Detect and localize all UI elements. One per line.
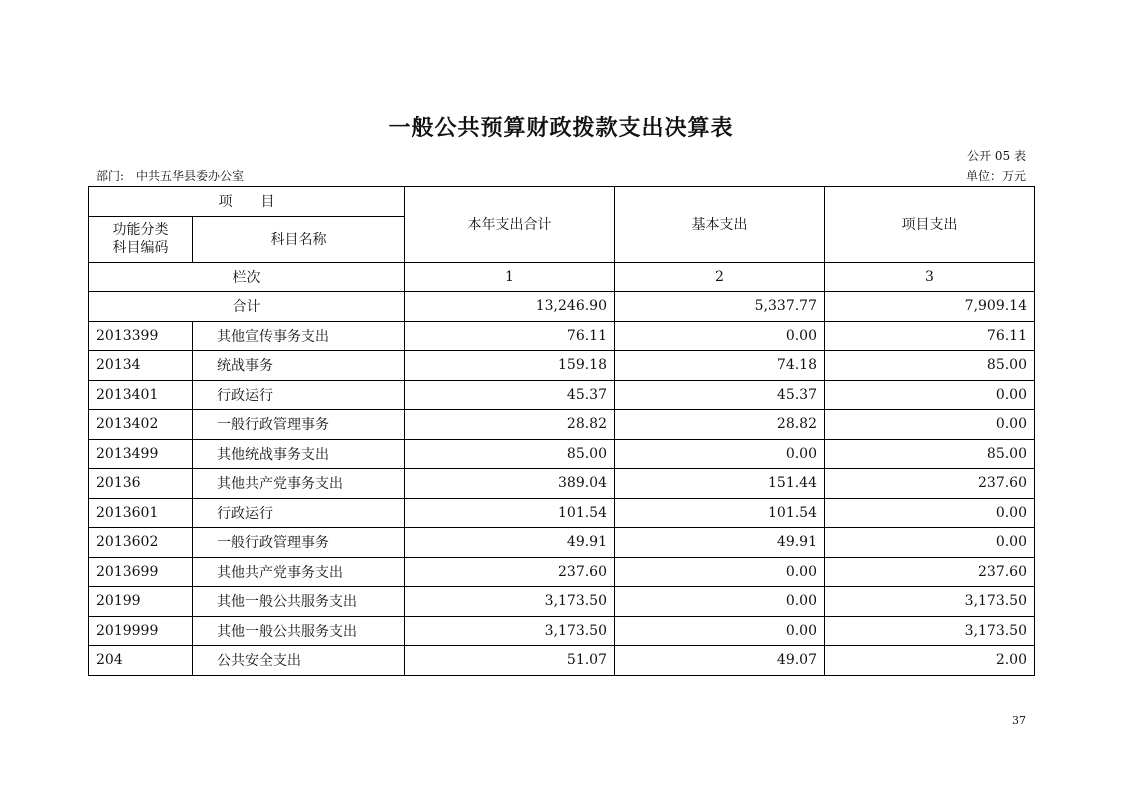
row-name: 公共安全支出 [193, 646, 405, 676]
colnum-3: 3 [825, 262, 1035, 292]
row-code: 2013602 [89, 528, 193, 558]
row-code: 2013699 [89, 557, 193, 587]
table-row [89, 587, 1035, 617]
row-basic: 0.00 [615, 616, 825, 646]
row-code: 204 [89, 646, 193, 676]
row-total: 389.04 [405, 469, 615, 499]
row-basic: 49.07 [615, 646, 825, 676]
row-project: 237.60 [825, 469, 1035, 499]
row-total: 51.07 [405, 646, 615, 676]
header-code [89, 216, 193, 262]
row-project: 76.11 [825, 321, 1035, 351]
row-project: 0.00 [825, 528, 1035, 558]
row-code: 2013402 [89, 410, 193, 440]
row-project: 237.60 [825, 557, 1035, 587]
row-name: 一般行政管理事务 [193, 410, 405, 440]
row-name: 其他一般公共服务支出 [193, 587, 405, 617]
header-row-1 [89, 187, 1035, 217]
row-total: 28.82 [405, 410, 615, 440]
row-code: 20136 [89, 469, 193, 499]
total-label: 合计 [89, 292, 405, 322]
colnum-label: 栏次 [89, 262, 405, 292]
row-project: 0.00 [825, 380, 1035, 410]
row-code: 2013601 [89, 498, 193, 528]
row-total: 49.91 [405, 528, 615, 558]
row-basic: 0.00 [615, 439, 825, 469]
row-total: 45.37 [405, 380, 615, 410]
row-project: 0.00 [825, 498, 1035, 528]
row-name: 一般行政管理事务 [193, 528, 405, 558]
row-total: 76.11 [405, 321, 615, 351]
row-basic: 74.18 [615, 351, 825, 381]
table-row [89, 321, 1035, 351]
page-title: 一般公共预算财政拨款支出决算表 [388, 115, 734, 141]
total-sum: 13,246.90 [405, 292, 615, 322]
department-line [96, 167, 244, 184]
department-name: 中共五华县委办公室 [136, 169, 245, 183]
column-number-row [89, 262, 1035, 292]
row-total: 3,173.50 [405, 587, 615, 617]
row-name: 行政运行 [193, 498, 405, 528]
row-code: 2019999 [89, 616, 193, 646]
header-total: 本年支出合计 [405, 187, 615, 263]
table-row [89, 380, 1035, 410]
row-total: 237.60 [405, 557, 615, 587]
colnum-1: 1 [405, 262, 615, 292]
total-project: 7,909.14 [825, 292, 1035, 322]
row-basic: 101.54 [615, 498, 825, 528]
header-project: 项目支出 [825, 187, 1035, 263]
row-name: 行政运行 [193, 380, 405, 410]
header-basic: 基本支出 [615, 187, 825, 263]
row-name: 其他统战事务支出 [193, 439, 405, 469]
table-row [89, 469, 1035, 499]
row-project: 85.00 [825, 351, 1035, 381]
table-row [89, 498, 1035, 528]
table-row [89, 528, 1035, 558]
row-basic: 0.00 [615, 587, 825, 617]
colnum-2: 2 [615, 262, 825, 292]
header-code-line1: 功能分类 [112, 222, 169, 238]
total-row [89, 292, 1035, 322]
header-name: 科目名称 [193, 216, 405, 262]
row-project: 0.00 [825, 410, 1035, 440]
table-row [89, 646, 1035, 676]
row-project: 3,173.50 [825, 587, 1035, 617]
department-label: 部门: [96, 169, 125, 183]
row-name: 其他共产党事务支出 [193, 469, 405, 499]
row-code: 20134 [89, 351, 193, 381]
row-code: 2013499 [89, 439, 193, 469]
form-code: 公开 05 表 [967, 149, 1026, 163]
row-code: 2013401 [89, 380, 193, 410]
row-code: 2013399 [89, 321, 193, 351]
row-basic: 49.91 [615, 528, 825, 558]
header-code-line2: 科目编码 [112, 240, 169, 256]
row-basic: 151.44 [615, 469, 825, 499]
row-basic: 0.00 [615, 321, 825, 351]
row-basic: 45.37 [615, 380, 825, 410]
table-row [89, 351, 1035, 381]
row-total: 85.00 [405, 439, 615, 469]
row-project: 85.00 [825, 439, 1035, 469]
row-total: 101.54 [405, 498, 615, 528]
row-code: 20199 [89, 587, 193, 617]
row-project: 3,173.50 [825, 616, 1035, 646]
row-basic: 28.82 [615, 410, 825, 440]
row-total: 159.18 [405, 351, 615, 381]
table-row [89, 410, 1035, 440]
row-name: 其他一般公共服务支出 [193, 616, 405, 646]
page-number: 37 [1012, 714, 1026, 727]
expenditure-table [88, 186, 1035, 676]
row-total: 3,173.50 [405, 616, 615, 646]
table-row [89, 439, 1035, 469]
row-name: 其他宣传事务支出 [193, 321, 405, 351]
row-name: 统战事务 [193, 351, 405, 381]
total-basic: 5,337.77 [615, 292, 825, 322]
row-basic: 0.00 [615, 557, 825, 587]
header-item: 项 目 [89, 187, 405, 217]
table-row [89, 557, 1035, 587]
table-row [89, 616, 1035, 646]
row-project: 2.00 [825, 646, 1035, 676]
unit-label: 单位：万元 [965, 169, 1026, 183]
row-name: 其他共产党事务支出 [193, 557, 405, 587]
